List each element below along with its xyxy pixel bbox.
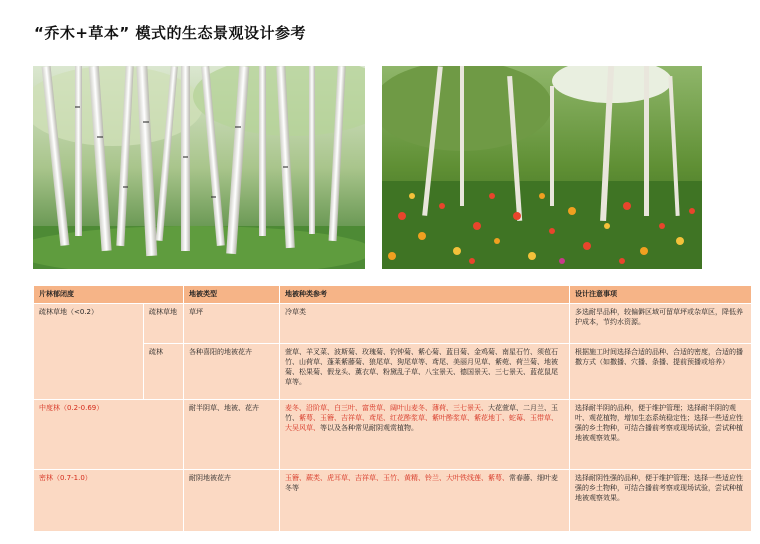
sub-label: 疏林 [144,344,184,400]
density-medium: 中度林（0.2-0.69） [34,400,184,470]
table-row [34,304,752,344]
species: 冷草类 [280,304,570,344]
species: 萱草、羊叉菜、波斯菊、玫瑰菊、钓钟菊、紫心菊、蓝目菊、金鸡菊、南星石竹、须苞石竹、山荷草、蓬莱紫藤菊、狼尾草、狗尾草等、鸢尾、美丽月见草、紫菀、荷兰菊、地被菊、松果菊、假龙头、薰衣草、粉黛乱子草、八宝景天、德国景天、三七景天、蓝花鼠尾草等。 [280,344,570,400]
sub-label: 疏林草地 [144,304,184,344]
species-text: 等以及各种常见耐阴观赏植物。 [320,424,418,432]
notes: 多选耐旱品种，较偏僻区域可留草坪或杂草区，降低养护成本，节约水资源。 [570,304,752,344]
birch-forest-photo [33,66,365,269]
density-dense: 密林（0.7-1.0） [34,470,184,532]
notes: 根据施工时间选择合适的品种、合适的密度，合适的播撒方式（如撒播、穴播、条播、提前预播或培养） [570,344,752,400]
ground-type: 耐半阴草、地被、花卉 [184,400,280,470]
table-row [34,470,752,532]
species-highlight: 紫萼、玉簪、吉祥草、鸢尾、红花酢浆草、紫叶酢浆草、紫花地丁、蛇莓、玉带草、大吴风草、 [285,414,558,432]
reference-table [33,285,752,532]
species [280,400,570,470]
header-ground-cover-type: 地被类型 [184,286,280,304]
notes: 选择耐半阴的品种，便于维护管理；选择耐半阴的观叶、观花植物，增加生态系统稳定性；选择一些适应性强的乡土物种，可结合播前考察或现场试验，尝试种植地被观察效果。 [570,400,752,470]
wildflower-forest-photo [382,66,702,269]
species-text: 常春藤、细叶麦冬等 [285,474,558,492]
ground-type: 各种喜阳的地被花卉 [184,344,280,400]
page-title: “乔木+草本” 模式的生态景观设计参考 [34,24,307,42]
ground-type: 草坪 [184,304,280,344]
header-species-reference: 地被种类参考 [280,286,570,304]
species-highlight: 麦冬、沿阶草、白三叶、富贵草、阔叶山麦冬、薄荷、三七景天、 [285,404,488,412]
species-highlight: 玉簪、蕨类、虎耳草、吉祥草、玉竹、黄精、铃兰、大叶铁线莲、紫萼、 [285,474,509,482]
density-sparse: 疏林草地（<0.2） [34,304,144,400]
header-density: 片林郁闭度 [34,286,184,304]
header-design-notes: 设计注意事项 [570,286,752,304]
table-header-row [34,286,752,304]
notes: 选择耐阴性强的品种，便于维护管理；选择一些适应性强的乡土物种，可结合播前考察或现场试验，尝试种植地被观察效果。 [570,470,752,532]
species-text: 大花萱草、二月兰、玉竹、 [285,404,558,422]
species [280,470,570,532]
table-row [34,400,752,470]
ground-type: 耐阴地被花卉 [184,470,280,532]
